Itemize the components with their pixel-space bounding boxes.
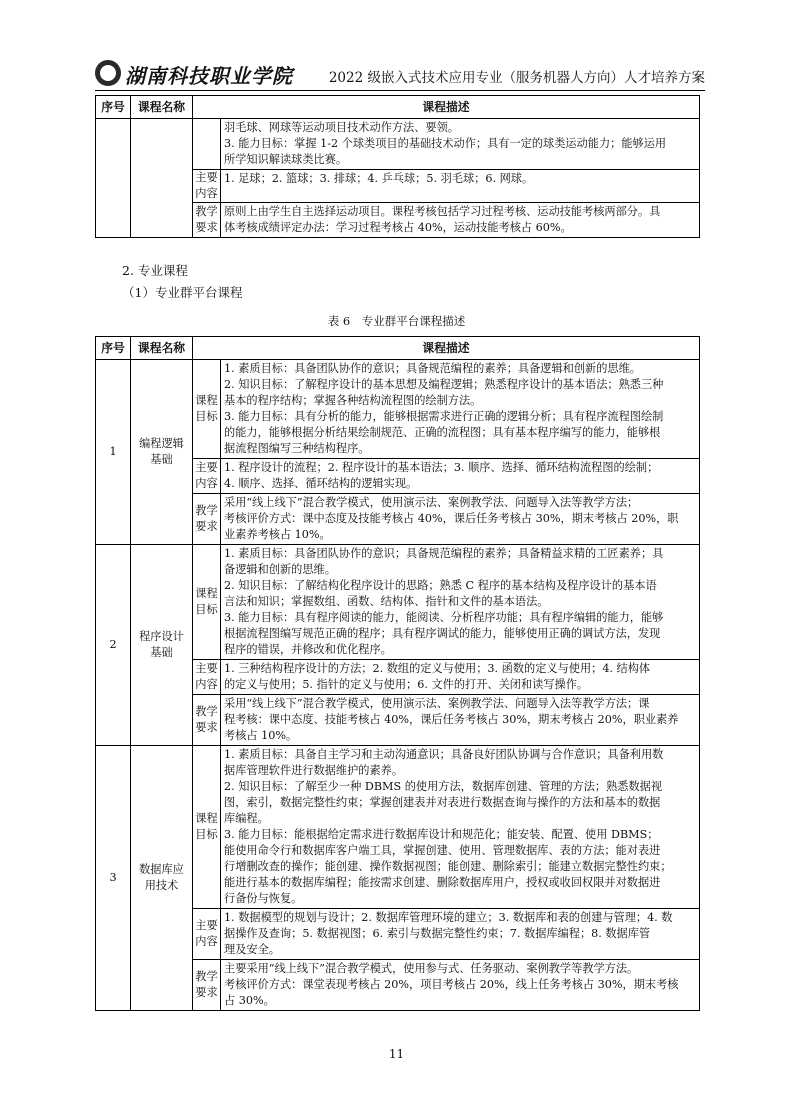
- description-cell: [221, 545, 700, 660]
- course-number: 1: [96, 360, 131, 545]
- description-line: 据操作及查询；5. 数据视图；6. 索引与数据完整性约束；7. 数据库编程；8. 数据库管: [224, 927, 651, 940]
- col-header-desc: 课程描述: [193, 337, 700, 360]
- description-cell: [221, 170, 700, 203]
- table-row: [96, 119, 700, 170]
- course-name-cell: [131, 119, 193, 238]
- row-label: 教学 要求: [193, 960, 221, 1011]
- col-header-no: 序号: [96, 96, 131, 119]
- description-line: 2. 知识目标：了解结构化程序设计的思路；熟悉 C 程序的基本结构及程序设计的基本语: [224, 579, 657, 592]
- description-cell: [221, 746, 700, 909]
- description-line: 图，索引，数据完整性约束；掌握创建表并对表进行数据查询与操作的方法和基本的数据: [224, 796, 661, 809]
- description-cell: [221, 494, 700, 545]
- document-title: 2022 级嵌入式技术应用专业（服务机器人方向）人才培养方案: [328, 70, 705, 86]
- description-line: 羽毛球、网球等运动项目技术动作方法、要领。: [224, 121, 459, 134]
- course-name: 程序设计 基础: [131, 545, 193, 746]
- description-line: 备逻辑和创新的思维。: [224, 563, 336, 576]
- row-label: 教学 要求: [193, 494, 221, 545]
- description-line: 3. 能力目标：具有程序阅读的能力，能阅读、分析程序功能；具有程序编辑的能力，能够: [224, 611, 664, 624]
- col-header-course: 课程名称: [131, 96, 193, 119]
- description-line: 占 30%。: [224, 994, 275, 1007]
- description-line: 1. 足球；2. 篮球；3. 排球；4. 乒乓球；5. 羽毛球；6. 网球。: [224, 172, 534, 185]
- table-row: [96, 545, 700, 660]
- description-line: 1. 三种结构程序设计的方法；2. 数组的定义与使用；3. 函数的定义与使用；4. 结构体: [224, 662, 651, 675]
- description-line: 程序的错误，并修改和优化程序。: [224, 643, 392, 656]
- course-table: [95, 336, 700, 1011]
- description-cell: [221, 119, 700, 170]
- course-number: 2: [96, 545, 131, 746]
- description-line: 业素养考核占 10%。: [224, 528, 331, 541]
- description-line: 所学知识解读球类比赛。: [224, 153, 348, 166]
- course-name: 编程逻辑 基础: [131, 360, 193, 545]
- description-line: 考核评价方式：课堂表现考核占 20%，项目考核占 20%，线上任务考核占 30%，期末考核: [224, 978, 679, 991]
- header-rule: [95, 90, 705, 91]
- description-cell: [221, 960, 700, 1011]
- description-line: 1. 素质目标：具备团队协作的意识；具备规范编程的素养；具备精益求精的工匠素养；具: [224, 547, 664, 560]
- description-line: 采用“线上线下”混合教学模式，使用演示法、案例教学法、问题导入法等教学方法；: [224, 496, 639, 509]
- description-line: 行备份与恢复。: [224, 892, 303, 905]
- course-number: 3: [96, 746, 131, 1011]
- description-line: 4. 顺序、选择、循环结构的逻辑实现。: [224, 477, 418, 490]
- row-label: 教学 要求: [193, 203, 221, 238]
- table-caption: 表 6 专业群平台课程描述: [327, 314, 466, 328]
- row-label: 主要 内容: [193, 660, 221, 695]
- row-label: 课程 目标: [193, 545, 221, 660]
- description-line: 1. 数据模型的规划与设计；2. 数据库管理环境的建立；3. 数据库和表的创建与管理；4. 数: [224, 911, 673, 924]
- page-number: 11: [388, 1047, 405, 1061]
- description-line: 3. 能力目标：掌握 1-2 个球类项目的基础技术动作；具有一定的球类运动能力；能够运用: [224, 137, 667, 150]
- description-line: 1. 素质目标：具备团队协作的意识；具备规范编程的素养；具备逻辑和创新的思维。: [224, 362, 641, 375]
- description-line: 的能力，能够根据分析结果绘制规范、正确的流程图；具有基本程序编写的能力，能够根: [224, 426, 661, 439]
- row-label: 教学 要求: [193, 695, 221, 746]
- description-line: 言法和知识；掌握数组、函数、结构体、指针和文件的基本语法。: [224, 595, 549, 608]
- description-line: 据库管理软件进行数据维护的素养。: [224, 764, 404, 777]
- description-cell: [221, 909, 700, 960]
- row-label: 主要 内容: [193, 459, 221, 494]
- description-line: 主要采用“线上线下”混合教学模式，使用参与式、任务驱动、案例教学等教学方法。: [224, 962, 639, 975]
- description-line: 采用“线上线下”混合教学模式，使用演示法、案例教学法、问题导入法等教学方法；课: [224, 697, 650, 710]
- description-cell: [221, 203, 700, 238]
- col-header-no: 序号: [96, 337, 131, 360]
- description-line: 行增删改查的操作；能创建、操作数据视图；能创建、删除索引；能建立数据完整性约束；: [224, 860, 672, 873]
- course-name: 数据库应 用技术: [131, 746, 193, 1011]
- description-line: 2. 知识目标：了解程序设计的基本思想及编程逻辑；熟悉程序设计的基本语法；熟悉三种: [224, 378, 664, 391]
- no-cell: [96, 119, 131, 238]
- description-cell: [221, 695, 700, 746]
- description-line: 库编程。: [224, 812, 269, 825]
- description-line: 原则上由学生自主选择运动项目。课程考核包括学习过程考核、运动技能考核两部分。具: [224, 205, 661, 218]
- table-row: [96, 360, 700, 459]
- table-row: [96, 746, 700, 909]
- col-header-course: 课程名称: [131, 337, 193, 360]
- school-emblem-icon: [95, 60, 121, 86]
- row-label: [193, 119, 221, 170]
- description-line: 3. 能力目标：能根据给定需求进行数据库设计和规范化；能安装、配置、使用 DBMS；: [224, 828, 659, 841]
- description-cell: [221, 360, 700, 459]
- subsection-heading: （1）专业群平台课程: [122, 285, 243, 300]
- description-line: 的定义与使用；5. 指针的定义与使用；6. 文件的打开、关闭和读写操作。: [224, 678, 589, 691]
- row-label: 主要 内容: [193, 170, 221, 203]
- description-line: 考核占 10%。: [224, 729, 298, 742]
- description-line: 能使用命令行和数据库客户端工具，掌握创建、使用、管理数据库、表的方法；能对表进: [224, 844, 661, 857]
- description-line: 根据流程图编写规范正确的程序；具有程序调试的能力，能够使用正确的调试方法，发现: [224, 627, 661, 640]
- section-heading: 2. 专业课程: [122, 263, 188, 278]
- description-line: 体考核成绩评定办法：学习过程考核占 40%，运动技能考核占 60%。: [224, 221, 572, 234]
- row-label: 主要 内容: [193, 909, 221, 960]
- description-line: 1. 程序设计的流程；2. 程序设计的基本语法；3. 顺序、选择、循环结构流程图的绘制；: [224, 461, 659, 474]
- description-line: 2. 知识目标：了解至少一种 DBMS 的使用方法，数据库创建、管理的方法；熟悉数据视: [224, 780, 663, 793]
- description-cell: [221, 660, 700, 695]
- description-line: 3. 能力目标：具有分析的能力，能够根据需求进行正确的逻辑分析；具有程序流程图绘制: [224, 410, 664, 423]
- row-label: 课程 目标: [193, 360, 221, 459]
- description-cell: [221, 459, 700, 494]
- description-line: 基本的程序结构；掌握各种结构流程图的绘制方法。: [224, 394, 482, 407]
- description-line: 据流程图编写三种结构程序。: [224, 442, 370, 455]
- description-line: 理及安全。: [224, 943, 280, 956]
- col-header-desc: 课程描述: [193, 96, 700, 119]
- row-label: 课程 目标: [193, 746, 221, 909]
- table-continued: [95, 95, 700, 238]
- page-header: [95, 58, 705, 92]
- description-line: 能进行基本的数据库编程；能按需求创建、删除数据库用户，授权或收回权限并对数据进: [224, 876, 661, 889]
- description-line: 1. 素质目标：具备自主学习和主动沟通意识；具备良好团队协调与合作意识；具备利用数: [224, 748, 664, 761]
- description-line: 程考核：课中态度、技能考核占 40%，课后任务考核占 30%，期末考核占 20%，职业素养: [224, 713, 679, 726]
- school-logo: 湖南科技职业学院: [125, 64, 293, 88]
- description-line: 考核评价方式：课中态度及技能考核占 40%，课后任务考核占 30%，期末考核占 20%，职: [224, 512, 679, 525]
